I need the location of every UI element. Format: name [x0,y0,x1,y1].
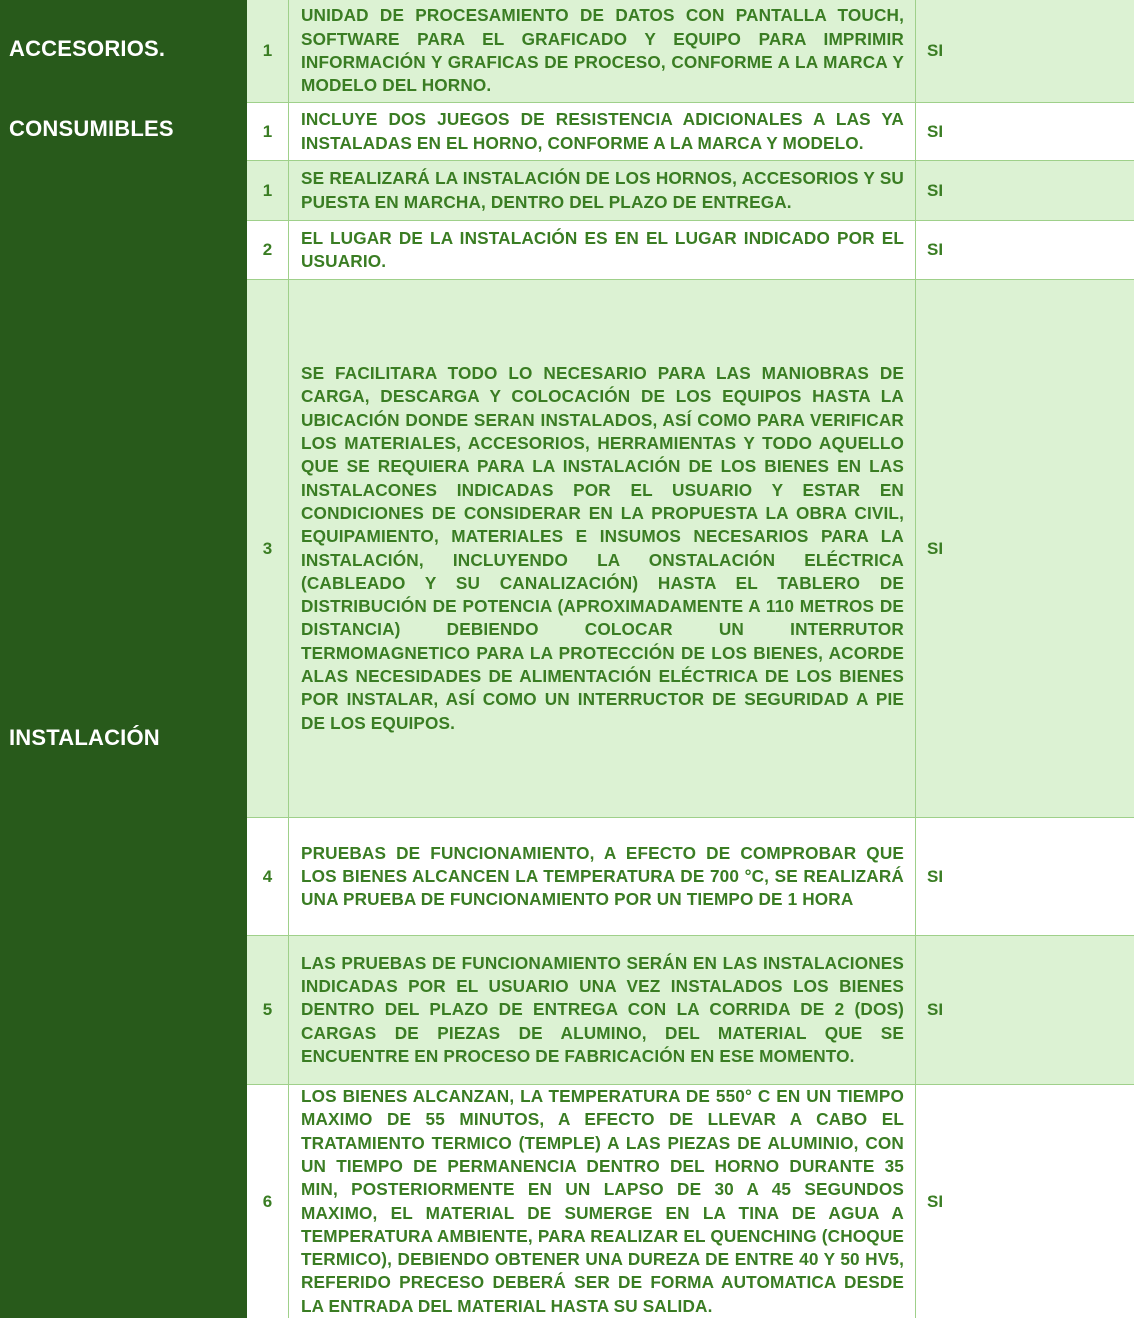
category-accesorios: ACCESORIOS. [9,36,166,61]
table-row [247,936,1134,1085]
table-row [247,161,1134,221]
table-row [247,221,1134,280]
row-number: 6 [247,1085,289,1318]
row-answer: SI [927,240,944,259]
row-number: 3 [247,280,289,817]
category-consumibles: CONSUMIBLES [9,116,174,141]
row-answer: SI [927,538,944,558]
row-answer: SI [927,180,944,200]
table-row [247,818,1134,936]
table-row [247,0,1134,103]
row-description [301,1085,904,1318]
row-description-text: INCLUYE DOS JUEGOS DE RESISTENCIA ADICIONALES A LAS YA INSTALADAS EN EL HORNO, CONFORME A LA MARCA Y MODELO. [301,109,904,153]
table-row [247,1085,1134,1318]
row-description [301,936,904,1084]
row-description [301,818,904,935]
category-column [0,0,247,1318]
table-row [247,103,1134,161]
row-description-text: PRUEBAS DE FUNCIONAMIENTO, A EFECTO DE COMPROBAR QUE LOS BIENES ALCANCEN LA TEMPERATURA DE 700 °C, SE REALIZARÁ UNA PRUEBA DE FUNCIONAMIENTO POR UN TIEMPO DE 1 HORA [301,842,904,910]
row-description-text: SE FACILITARA TODO LO NECESARIO PARA LAS MANIOBRAS DE CARGA, DESCARGA Y COLOCACIÓN DE LOS EQUIPOS HASTA LA UBICACIÓN DONDE SERAN INSTALADOS, ASÍ COMO PARA VERIFICAR LOS MATERIALES, ACCESORIOS, HERRAMIENTAS Y TODO AQUELLO QUE SE REQUIERA PARA LA INSTALACIÓN DE LOS BIENES EN LAS INSTALACONES INDICADAS POR EL USUARIO Y ESTAR EN CONDICIONES DE CONSIDERAR EN LA PROPUESTA LA OBRA CIVIL, EQUIPAMIENTO, MATERIALES E INSUMOS NECESARIOS PARA LA INSTALACIÓN, INCLUYENDO LA ONSTALACIÓN ELÉCTRICA (CABLEADO Y SU CANALIZACIÓN) HASTA EL TABLERO DE DISTRIBUCIÓN DE POTENCIA (APROXIMADAMENTE A 110 METROS DE DISTANCIA) DEBIENDO COLOCAR UN INTERRUTOR TERMOMAGNETICO PARA LA PROTECCIÓN DE LOS BIENES, ACORDE ALAS NECESIDADES DE ALIMENTACIÓN ELÉCTRICA DE LOS BIENES POR INSTALAR, ASÍ COMO UN INTERRUCTOR DE SEGURIDAD A PIE DE LOS EQUIPOS. [301,363,904,733]
row-answer: SI [927,1191,944,1211]
row-description [301,0,904,102]
row-number: 1 [247,0,289,102]
row-description-text: EL LUGAR DE LA INSTALACIÓN ES EN EL LUGAR INDICADO POR EL USUARIO. [301,227,904,271]
row-description-text: SE REALIZARÁ LA INSTALACIÓN DE LOS HORNOS, ACCESORIOS Y SU PUESTA EN MARCHA, DENTRO DEL PLAZO DE ENTREGA. [301,168,904,212]
row-number: 4 [247,818,289,935]
row-answer: SI [927,41,944,60]
row-description [301,221,904,279]
row-description-text: LOS BIENES ALCANZAN, LA TEMPERATURA DE 550° C EN UN TIEMPO MAXIMO DE 55 MINUTOS, A EFECTO DE LLEVAR A CABO EL TRATAMIENTO TERMICO (TEMPLE) A LAS PIEZAS DE ALUMINIO, CON UN TIEMPO DE PERMANENCIA DENTRO DEL HORNO DURANTE 35 MIN, POSTERIORMENTE EN UN LAPSO DE 30 A 45 SEGUNDOS MAXIMO, EL MATERIAL DE SUMERGE EN LA TINA DE AGUA A TEMPERATURA AMBIENTE, PARA REALIZAR EL QUENCHING (CHOQUE TERMICO), DEBIENDO OBTENER UNA DUREZA DE ENTRE 40 Y 50 HV5, REFERIDO PRECESO DEBERÁ SER DE FORMA AUTOMATICA DESDE LA ENTRADA DEL MATERIAL HASTA SU SALIDA. [301,1086,904,1316]
row-number: 1 [247,103,289,160]
row-answer: SI [927,1000,944,1019]
category-instalacion: INSTALACIÓN [9,725,160,750]
row-answer: SI [927,866,944,886]
row-answer: SI [927,121,944,141]
table-row [247,280,1134,818]
row-number: 1 [247,161,289,220]
row-description [301,103,904,160]
row-number: 2 [247,221,289,279]
row-description-text: UNIDAD DE PROCESAMIENTO DE DATOS CON PANTALLA TOUCH, SOFTWARE PARA EL GRAFICADO Y EQUIPO PARA IMPRIMIR INFORMACIÓN Y GRAFICAS DE PROCESO, CONFORME A LA MARCA Y MODELO DEL HORNO. [301,5,904,96]
row-description [301,161,904,220]
row-number: 5 [247,936,289,1084]
row-description-text: LAS PRUEBAS DE FUNCIONAMIENTO SERÁN EN LAS INSTALACIONES INDICADAS POR EL USUARIO UNA VEZ INSTALADOS LOS BIENES DENTRO DEL PLAZO DE ENTREGA CON LA CORRIDA DE 2 (DOS) CARGAS DE PIEZAS DE ALUMINO, DEL MATERIAL QUE SE ENCUENTRE EN PROCESO DE FABRICACIÓN EN ESE MOMENTO. [301,952,904,1066]
row-description [301,280,904,817]
